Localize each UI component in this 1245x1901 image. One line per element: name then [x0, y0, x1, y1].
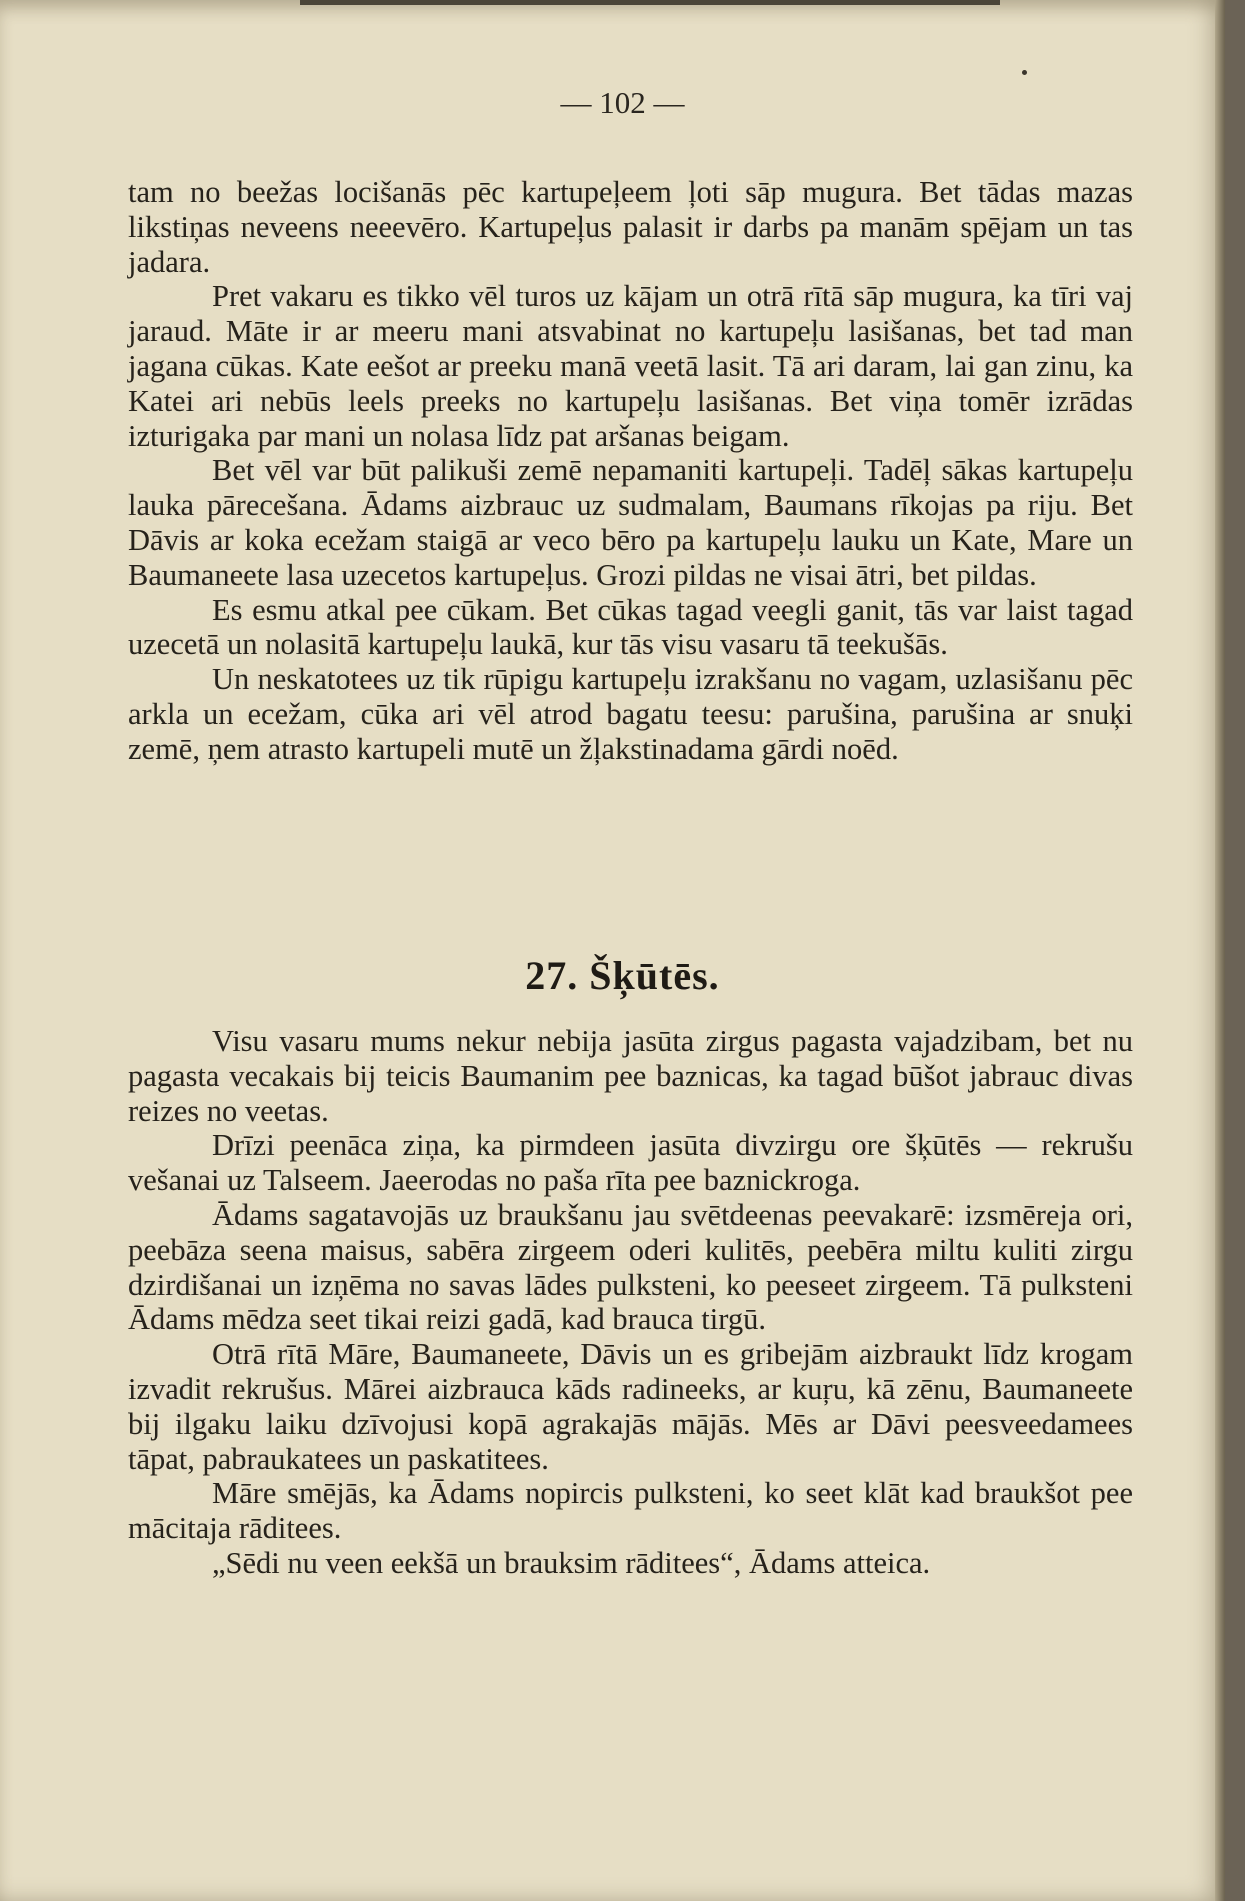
paragraph: Māre smējās, ka Ādams nopircis pulksteni, ko seet klāt kad braukšot pee mācitaja rāditees.: [128, 1476, 1133, 1546]
paragraph: Otrā rītā Māre, Baumaneete, Dāvis un es gribejām aizbraukt līdz krogam izvadit rekrušus. Mārei aizbrauca kāds radineeks, ar kuŗu, kā zēnu, Baumaneete bij ilgaku laiku dzīvojusi kopā agrakajās mājās. Mēs ar Dāvi peesveedamees tāpat, pabraukatees un paskatitees.: [128, 1337, 1133, 1476]
paragraph: „Sēdi nu veen eekšā un brauksim rāditees“, Ādams atteica.: [212, 1545, 931, 1580]
paragraph: Es esmu atkal pee cūkam. Bet cūkas tagad veegli ganit, tās var laist tagad uzecetā un nolasitā kartupeļu laukā, kur tās visu vasaru tā teekušās.: [128, 592, 1133, 662]
body-text-bottom: [128, 1024, 1133, 1581]
page-right-edge: [1215, 0, 1225, 1901]
paragraph: Pret vakaru es tikko vēl turos uz kājam un otrā rītā sāp mugura, ka tīri vaj jaraud. Māte ir ar meeru mani atsvabinat no kartupeļu lasišanas, bet tad man jagana cūkas. Kate eešot ar preeku manā veetā lasit. Tā ari daram, lai gan zinu, ka Katei ari nebūs leels preeks no kartupeļu lasišanas. Bet viņa tomēr izrādas izturigaka par mani un nolasa līdz pat aršanas beigam.: [128, 279, 1133, 453]
paragraph: Un neskatotees uz tik rūpigu kartupeļu izrakšanu no vagam, uzlasišanu pēc arkla un ecežam, cūka ari vēl atrod bagatu teesu: parušina, parušina ar snuķi zemē, ņem atrasto kartupeli mutē un žļakstinadama gārdi noēd.: [128, 662, 1133, 766]
paragraph: tam no beežas locišanās pēc kartupeļeem ļoti sāp mugura. Bet tādas mazas likstiņas neveens neeevēro. Kartupeļus palasit ir darbs pa manām spējam un tas jadara.: [128, 175, 1133, 279]
paragraph: Ādams sagatavojās uz braukšanu jau svētdeenas peevakarē: izsmēreja ori, peebāza seena maisus, sabēra zirgeem oderi kulitēs, peebēra miltu kuliti zirgu dzirdišanai un izņēma no savas lādes pulksteni, ko peeseet zirgeem. Tā pulksteni Ādams mēdza seet tikai reizi gadā, kad brauca tirgū.: [128, 1197, 1133, 1337]
paragraph: Drīzi peenāca ziņa, ka pirmdeen jasūta divzirgu ore šķūtēs — rekrušu vešanai uz Talseem. Jaeerodas no paša rīta pee baznickroga.: [128, 1128, 1133, 1198]
body-text-top: [128, 175, 1133, 767]
paragraph: Bet vēl var būt palikuši zemē nepamaniti kartupeļi. Tadēļ sākas kartupeļu lauka pārecešana. Ādams aizbrauc uz sudmalam, Baumans rīkojas pa riju. Bet Dāvis ar koka ecežam staigā ar veco bēro pa kartupeļu lauku un Kate, Mare un Baumaneete lasa uzecetos kartupeļus. Grozi pildas ne visai ātri, bet pildas.: [128, 453, 1133, 592]
paragraph: Visu vasaru mums nekur nebija jasūta zirgus pagasta vajadzibam, bet nu pagasta vecakais bij teicis Baumanim pee baznicas, ka tagad būšot jabrauc divas reizes no veetas.: [128, 1024, 1133, 1128]
ink-dot: [1022, 70, 1027, 75]
chapter-title: 27. Šķūtēs.: [525, 953, 720, 998]
page-top-edge: [300, 0, 1000, 5]
page-number: — 102 —: [560, 85, 685, 120]
